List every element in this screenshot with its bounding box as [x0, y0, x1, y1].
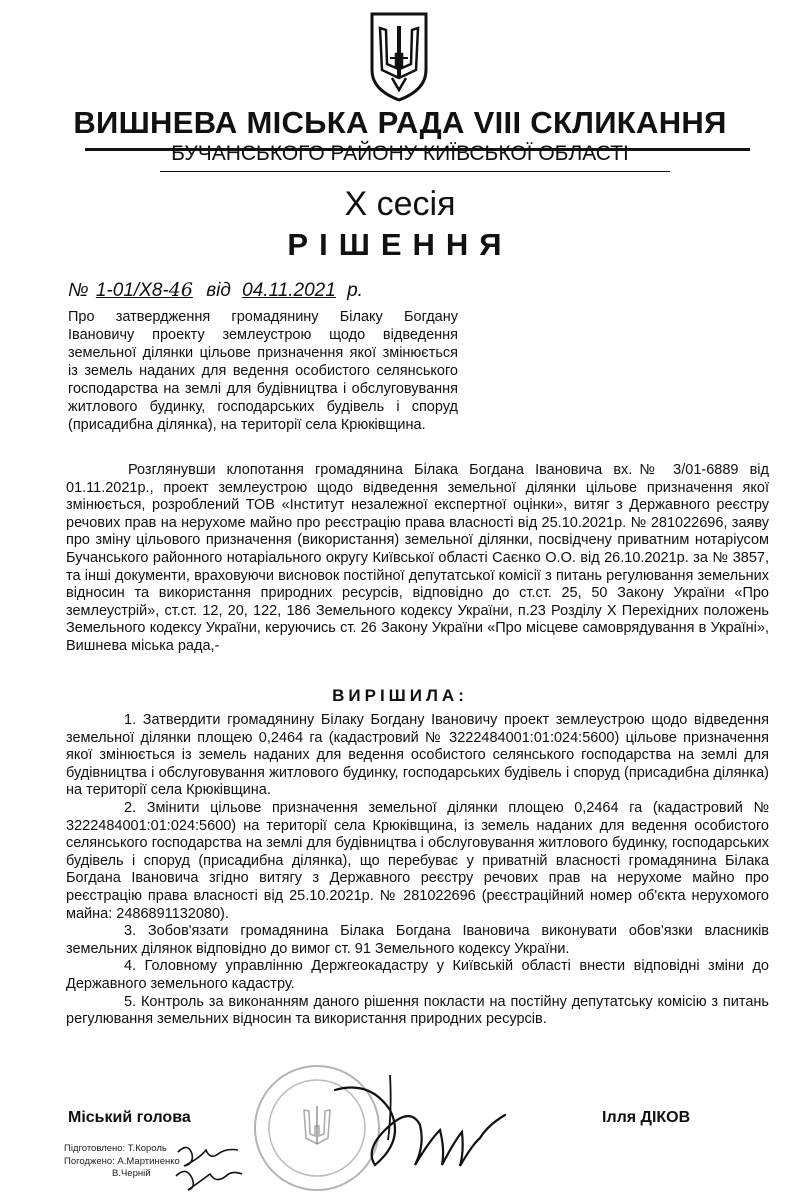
- decision-item-1: 1. Затвердити громадянину Білаку Богдану Івановичу проект землеустрою щодо відведення земельної ділянки площею 0,2464 га (кадастровий № 3222484001:01:024:5600) цільове призначення якої змінюється із земель наданих для ведення особистого селянського господарства на землі для будівництва і обслуговування житлового будинку, господарських будівель і споруд (присадибна ділянка) на території села Крюківщина.: [66, 712, 769, 799]
- mayor-signature: [330, 1070, 510, 1175]
- approvals-block: [64, 1143, 180, 1181]
- number-label: №: [68, 280, 89, 301]
- decision-item-4: 4. Головному управлінню Держгеокадастру у Київській області внести відповідні зміни до Державного земельного кадастру.: [66, 958, 769, 992]
- council-name: ВИШНЕВА МІСЬКА РАДА VIII СКЛИКАННЯ: [73, 105, 727, 140]
- session-title: Х сесія: [344, 185, 456, 223]
- decision-items: [66, 712, 769, 1029]
- agreed-by-2: В.Черній: [112, 1168, 151, 1179]
- decision-item-2: 2. Змінити цільове призначення земельної ділянки площею 0,2464 га (кадастровий № 3222484001:01:024:5600) на території села Крюківщина, із земель наданих для ведення особистого селянського господарства на землі для будівництва і обслуговування житлового будинку, господарських будівель і споруд (присадибна ділянка), що перебуває у приватній власності громадянина Білака Богдана Івановича згідно витягу з Державного реєстру речових прав на нерухоме майно про реєстрацію права власності від 25.10.2021р. № 281022696 (реєстраційний номер об'єкта нерухомого майна: 2486891132080).: [66, 799, 769, 922]
- decision-date: 04.11.2021: [242, 280, 336, 301]
- approval-initials: [170, 1140, 245, 1195]
- preamble-paragraph: Розглянувши клопотання громадянина Білака Богдана Івановича вх.№ 3/01-6889 від 01.11.2021р., проект землеустрою щодо відведення земельної ділянки цільове призначення якої змінюється, розроблений ТОВ «Інститут незалежної експертної оцінки», витяг з Державного реєстру речових прав на нерухоме майно про реєстрацію права власності від 25.10.2021р. № 281022696, заяву про зміну цільового призначення (використання) земельної ділянки, посвідчену приватним нотаріусом Бучанського районного нотаріального округу Київської області Саєнко О.О. від 26.10.2021р. за № 3857, та інші документи, враховуючи висновок постійної депутатської комісії з питань регулювання земельних відносин та використання природних ресурсів, відповідно до ст.ст. 25, 50 Закону України «Про землеустрій», ст.ст. 12, 20, 122, 186 Земельного кодексу України, п.23 Розділу Х Перехідних положень Земельного кодексу України, керуючись ст. 26 Закону України «Про місцеве самоврядування в Україні», Вишнева міська рада,-: [66, 462, 769, 654]
- decision-number: 1-01/Х8-46: [95, 279, 193, 301]
- resolved-heading: ВИРІШИЛА:: [332, 686, 468, 705]
- decision-item-3: 3. Зобов'язати громадянина Білака Богдана Івановича виконувати обов'язки власників земельних ділянок відповідно до вимог ст. 91 Земельного кодексу України.: [66, 923, 769, 957]
- document-type: РІШЕННЯ: [287, 227, 513, 262]
- date-label: від: [206, 280, 231, 301]
- decision-subject: Про затвердження громадянину Білаку Богдану Івановичу проекту землеустрою щодо відведення земельної ділянки цільове призначення якої змінюється із земель наданих для ведення особистого селянського господарства на землі для будівництва і обслуговування житлового будинку, господарських будівель і споруд (присадибна ділянка), на території села Крюківщина.: [68, 309, 458, 433]
- handwritten-number: 46: [168, 279, 193, 301]
- tryzub-icon: [366, 10, 432, 102]
- decision-item-5: 5. Контроль за виконанням даного рішення покласти на постійну депутатську комісію з питань регулювання земельних відносин та використання природних ресурсів.: [66, 993, 769, 1028]
- mayor-name: Ілля ДІКОВ: [602, 1109, 691, 1126]
- header-rule-thin: [160, 171, 670, 172]
- decision-number-line: [68, 278, 363, 303]
- mayor-title: Міський голова: [68, 1109, 191, 1126]
- year-suffix: р.: [347, 280, 363, 301]
- district-name: БУЧАНСЬКОГО РАЙОНУ КИЇВСЬКОЇ ОБЛАСТІ: [171, 142, 629, 165]
- agreed-by: Погоджено: А.Мартиненко: [64, 1155, 180, 1167]
- prepared-by: Підготовлено: Т.Король: [64, 1143, 167, 1154]
